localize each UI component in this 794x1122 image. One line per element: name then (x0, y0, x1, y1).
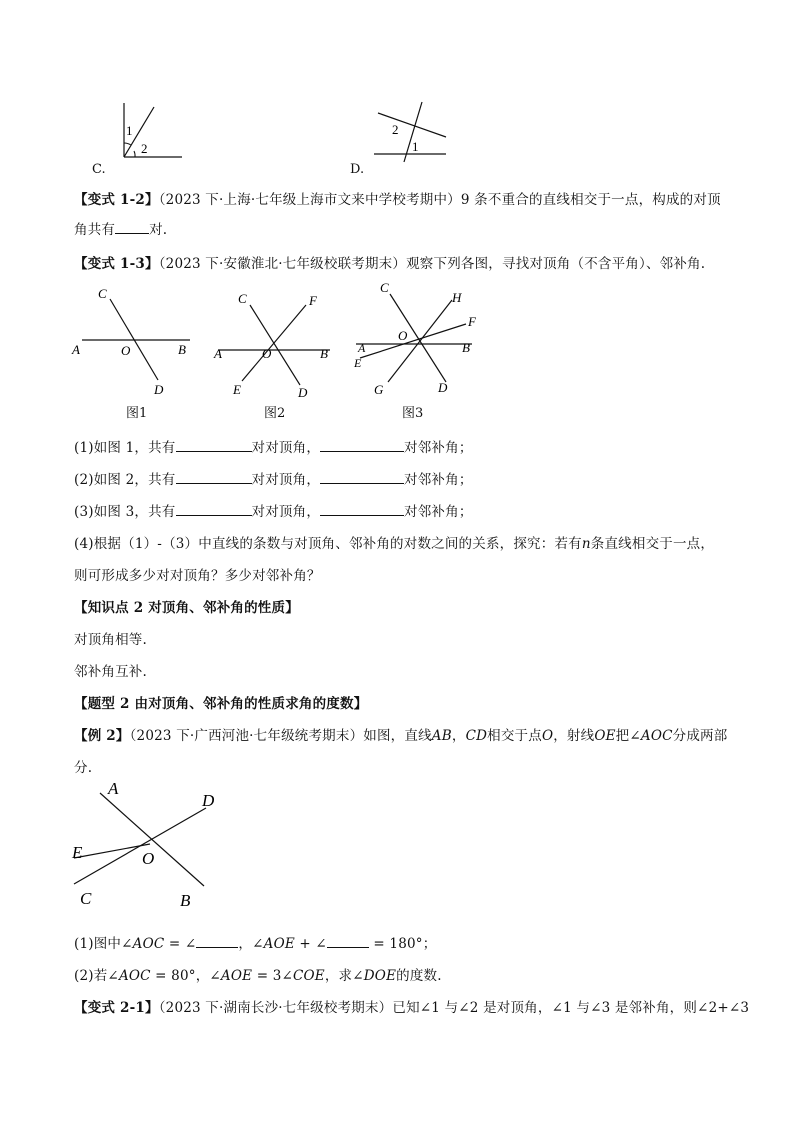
svg-text:B: B (462, 340, 470, 355)
svg-text:G: G (374, 382, 384, 397)
svg-text:E: E (233, 382, 241, 397)
option-c-figure (110, 95, 190, 165)
option-d-angle2: 2 (392, 122, 399, 137)
ex2-source: （2023 下·广西河池·七年级统考期末） (129, 728, 364, 744)
type2-title: 【题型 2 由对顶角、邻补角的性质求角的度数】 (74, 696, 368, 712)
q13-sub1-b: 对对顶角， (251, 440, 321, 456)
svg-text:H: H (452, 290, 462, 305)
q12-text-b1: 角共有 (74, 222, 116, 238)
option-c-label: C. (92, 162, 106, 177)
ex2-line1: 【例 2】（2023 下·广西河池·七年级统考期末）如图，直线AB，CD相交于点O，射线OE把∠AOC分成两部 (74, 728, 728, 744)
svg-text:A: A (72, 342, 80, 357)
svg-text:O: O (121, 343, 131, 358)
kp2-title: 【知识点 2 对顶角、邻补角的性质】 (74, 600, 299, 616)
q13-sub3-c: 对邻补角； (404, 504, 473, 520)
q13-sub2-b: 对对顶角， (251, 472, 321, 488)
svg-text:O: O (262, 346, 272, 361)
q13-figure-1 (68, 282, 198, 402)
ex2-part2: (2)若∠AOC = 80°，∠AOE = 3∠COE，求∠DOE的度数. (74, 968, 442, 984)
q13-sub4-n: n (581, 536, 591, 552)
svg-text:B: B (178, 342, 186, 357)
q13-sub2 (74, 468, 473, 488)
svg-text:E: E (72, 843, 83, 862)
q13-sub3-a: (3)如图 3，共有 (74, 504, 176, 520)
svg-text:B: B (320, 346, 328, 361)
ex2-tag: 【例 2】 (74, 728, 130, 744)
svg-text:D: D (298, 385, 308, 400)
svg-text:C: C (80, 889, 92, 908)
q13-figure-2 (208, 285, 338, 400)
option-c-angle1: 1 (126, 123, 133, 138)
ex2-part1-blank1[interactable] (196, 935, 238, 948)
q13-figure-3-caption: 图3 (402, 406, 424, 421)
q13-sub4-b: 条直线相交于一点， (590, 536, 715, 552)
ex2-line2: 分. (74, 760, 93, 776)
q13-sub1-blank1[interactable] (176, 439, 252, 452)
q13-sub3-b: 对对顶角， (251, 504, 321, 520)
q13-sub2-c: 对邻补角； (404, 472, 473, 488)
q13-sub4-line1 (74, 532, 714, 552)
svg-text:A: A (358, 341, 366, 355)
q21-line1 (74, 996, 749, 1016)
q13-sub1-c: 对邻补角； (404, 440, 473, 456)
svg-text:D: D (202, 791, 215, 810)
q13-sub2-blank1[interactable] (176, 471, 252, 484)
option-d-figure (368, 100, 478, 165)
svg-text:F: F (468, 314, 476, 329)
q12-answer-blank[interactable] (115, 221, 149, 234)
q13-sub1-blank2[interactable] (320, 439, 404, 452)
q13-line1 (74, 252, 705, 272)
q12-tag: 【变式 1-2】 (74, 192, 159, 208)
q13-source: （2023 下·安徽淮北·七年级校联考期末） (158, 256, 407, 272)
q13-tag: 【变式 1-3】 (74, 256, 159, 272)
q13-sub2-blank2[interactable] (320, 471, 404, 484)
q13-figure-1-caption: 图1 (126, 406, 148, 421)
ex2-part1: (1)图中∠AOC = ∠ ，∠AOE + ∠ = 180°； (74, 936, 437, 952)
q12-source: （2023 下·上海·七年级上海市文来中学校考期中） (158, 192, 461, 208)
q13-sub4-line2 (74, 564, 321, 584)
kp2-line2: 邻补角互补. (74, 664, 147, 680)
svg-text:A: A (214, 346, 222, 361)
svg-text:O: O (398, 328, 408, 343)
svg-text:C: C (238, 291, 247, 306)
q13-sub3 (74, 500, 473, 520)
q21-source: （2023 下·湖南长沙·七年级校考期末） (158, 1000, 393, 1016)
svg-text:A: A (108, 779, 119, 798)
q13-text: 观察下列各图，寻找对顶角（不含平角）、邻补角. (406, 256, 706, 272)
q13-figure-2-caption: 图2 (264, 406, 286, 421)
q12-line2 (74, 218, 167, 238)
q12-line1 (74, 188, 721, 208)
q13-sub4-a: (4)根据（1）-（3）中直线的条数与对顶角、邻补角的对数之间的关系，探究：若有 (74, 536, 582, 552)
q13-sub3-blank2[interactable] (320, 503, 404, 516)
svg-text:C: C (98, 286, 107, 301)
option-d-label: D. (350, 162, 365, 177)
svg-text:B: B (180, 891, 191, 910)
svg-text:D: D (154, 382, 164, 397)
ex2-figure (64, 778, 234, 913)
svg-text:O: O (142, 849, 155, 868)
q13-sub1-a: (1)如图 1，共有 (74, 440, 176, 456)
svg-text:F: F (309, 293, 317, 308)
option-d-angle1: 1 (412, 139, 419, 154)
svg-text:D: D (438, 380, 448, 395)
option-c-angle2: 2 (141, 141, 148, 156)
q12-text-a: 9 条不重合的直线相交于一点，构成的对顶 (460, 192, 721, 208)
svg-text:E: E (354, 356, 362, 370)
ex2-part1-blank2[interactable] (327, 935, 369, 948)
q12-text-b2: 对. (149, 222, 168, 238)
svg-text:C: C (380, 280, 389, 295)
q13-sub2-a: (2)如图 2，共有 (74, 472, 176, 488)
q13-figure-3 (350, 278, 480, 400)
kp2-line1: 对顶角相等. (74, 632, 147, 648)
q13-sub1 (74, 436, 473, 456)
q13-sub3-blank1[interactable] (176, 503, 252, 516)
q21-tag: 【变式 2-1】 (74, 1000, 159, 1016)
q21-text: 已知∠1 与∠2 是对顶角，∠1 与∠3 是邻补角，则∠2+∠3 (392, 1000, 750, 1016)
q13-sub4-c: 则可形成多少对对顶角？多少对邻补角？ (74, 568, 321, 584)
